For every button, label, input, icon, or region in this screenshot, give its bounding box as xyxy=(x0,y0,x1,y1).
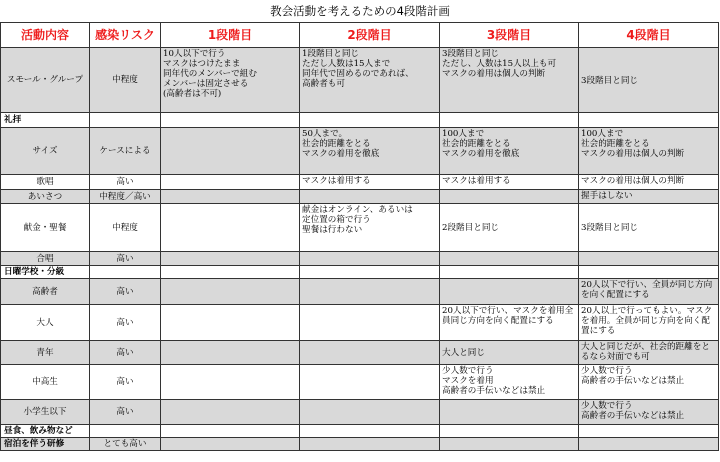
stage-4-cell: 少人数で行う 高齢者の手伝いなどは禁止 xyxy=(579,365,719,400)
stage-3-cell: 20人以下で行い、マスクを着用全員同じ方向を向く配置にする xyxy=(440,305,579,341)
activity-cell: 小学生以下 xyxy=(1,400,90,425)
stage-2-cell xyxy=(300,305,440,341)
header-activity: 活動内容 xyxy=(1,23,90,48)
empty-cell xyxy=(90,266,161,279)
table-row xyxy=(1,252,719,266)
empty-cell xyxy=(161,113,300,128)
stage-1-cell: 10人以下で行う マスクはつけたまま 同年代のメンバーで組む メンバーは固定させる (高齢者は不可) xyxy=(161,48,300,113)
stage-4-cell: 3段階目と同じ xyxy=(579,204,719,252)
empty-cell xyxy=(440,113,579,128)
stage-4-cell: 少人数で行う 高齢者の手伝いなどは禁止 xyxy=(579,400,719,425)
stage-1-cell xyxy=(161,252,300,266)
empty-cell xyxy=(90,113,161,128)
stage-1-cell xyxy=(161,279,300,305)
page-title: 教会活動を考えるための4段階計画 xyxy=(270,4,450,18)
table-row xyxy=(1,48,719,113)
activity-cell: 青年 xyxy=(1,341,90,365)
stage-2-cell xyxy=(300,365,440,400)
empty-cell xyxy=(161,425,300,438)
section-row xyxy=(1,266,719,279)
empty-cell xyxy=(300,266,440,279)
stage-3-cell: 大人と同じ xyxy=(440,341,579,365)
table-row xyxy=(1,128,719,175)
empty-cell xyxy=(300,113,440,128)
header-stage-1: 1段階目 xyxy=(161,23,300,48)
empty-cell xyxy=(579,266,719,279)
empty-cell xyxy=(300,438,440,451)
header-risk: 感染リスク xyxy=(90,23,161,48)
empty-cell xyxy=(440,266,579,279)
stage-3-cell: 2段階目と同じ xyxy=(440,204,579,252)
stage-2-cell: 50人まで。 社会的距離をとる マスクの着用を徹底 xyxy=(300,128,440,175)
activity-cell: 歌唱 xyxy=(1,175,90,190)
table-row xyxy=(1,400,719,425)
section-label: 日曜学校・分級 xyxy=(1,266,90,279)
table-row xyxy=(1,175,719,190)
risk-cell: 中程度 xyxy=(90,48,161,113)
activity-cell: 合唱 xyxy=(1,252,90,266)
stage-4-cell xyxy=(579,252,719,266)
table-row xyxy=(1,305,719,341)
stage-1-cell xyxy=(161,305,300,341)
empty-cell xyxy=(440,425,579,438)
stage-1-cell xyxy=(161,190,300,204)
stage-2-cell xyxy=(300,400,440,425)
stage-3-cell xyxy=(440,190,579,204)
risk-cell: 高い xyxy=(90,341,161,365)
empty-cell xyxy=(579,438,719,451)
stage-3-cell xyxy=(440,279,579,305)
section-label: 宿泊を伴う研修 xyxy=(1,438,90,451)
table-row xyxy=(1,341,719,365)
empty-cell xyxy=(579,425,719,438)
empty-cell xyxy=(161,266,300,279)
stage-2-cell: 献金はオンライン、あるいは 定位置の箱で行う 聖餐は行わない xyxy=(300,204,440,252)
stage-1-cell xyxy=(161,175,300,190)
header-stage-3: 3段階目 xyxy=(440,23,579,48)
activity-cell: 大人 xyxy=(1,305,90,341)
section-row xyxy=(1,425,719,438)
stage-3-cell: マスクは着用する xyxy=(440,175,579,190)
table-row xyxy=(1,204,719,252)
stage-3-cell: 少人数で行う マスクを着用 高齢者の手伝いなどは禁止 xyxy=(440,365,579,400)
risk-cell: 高い xyxy=(90,365,161,400)
risk-cell: 中程度／高い xyxy=(90,190,161,204)
risk-cell: 高い xyxy=(90,305,161,341)
stage-4-cell: 握手はしない xyxy=(579,190,719,204)
risk-cell: 高い xyxy=(90,252,161,266)
stage-1-cell xyxy=(161,400,300,425)
risk-cell: 高い xyxy=(90,279,161,305)
stage-4-cell: 20人以下で行い、全員が同じ方向を向く配置にする xyxy=(579,279,719,305)
table-row xyxy=(1,438,719,451)
stage-4-cell: 100人まで 社会的距離をとる マスクの着用は個人の判断 xyxy=(579,128,719,175)
activity-cell: 献金・聖餐 xyxy=(1,204,90,252)
stage-1-cell xyxy=(161,128,300,175)
stage-3-cell: 100人まで 社会的距離をとる マスクの着用を徹底 xyxy=(440,128,579,175)
stage-1-cell xyxy=(161,341,300,365)
section-label: 礼拝 xyxy=(1,113,90,128)
stage-1-cell xyxy=(161,204,300,252)
section-row xyxy=(1,113,719,128)
empty-cell xyxy=(440,438,579,451)
empty-cell xyxy=(161,438,300,451)
risk-cell: 中程度 xyxy=(90,204,161,252)
stage-3-cell: 3段階目と同じ ただし、人数は15人以上も可 マスクの着用は個人の判断 xyxy=(440,48,579,113)
table-row xyxy=(1,365,719,400)
activity-cell: スモール・グループ xyxy=(1,48,90,113)
table-row xyxy=(1,190,719,204)
stage-3-cell xyxy=(440,252,579,266)
risk-cell: ケースによる xyxy=(90,128,161,175)
activity-cell: サイズ xyxy=(1,128,90,175)
stage-4-cell: 3段階目と同じ xyxy=(579,48,719,113)
stage-2-cell: 1段階目と同じ ただし人数は15人まで 同年代で固めるのであれば、 高齢者も可 xyxy=(300,48,440,113)
header-stage-2: 2段階目 xyxy=(300,23,440,48)
header-row xyxy=(1,23,719,48)
stage-2-cell: マスクは着用する xyxy=(300,175,440,190)
stage-4-cell: 大人と同じだが、社会的距離をとるなら対面でも可 xyxy=(579,341,719,365)
plan-table xyxy=(0,22,719,451)
stage-3-cell xyxy=(440,400,579,425)
risk-cell: 高い xyxy=(90,175,161,190)
risk-cell: 高い xyxy=(90,400,161,425)
risk-cell xyxy=(90,425,161,438)
header-stage-4: 4段階目 xyxy=(579,23,719,48)
stage-2-cell xyxy=(300,252,440,266)
section-label: 昼食、飲み物など xyxy=(1,425,90,438)
empty-cell xyxy=(300,425,440,438)
stage-1-cell xyxy=(161,365,300,400)
stage-4-cell: マスクの着用は個人の判断 xyxy=(579,175,719,190)
activity-cell: 中高生 xyxy=(1,365,90,400)
activity-cell: 高齢者 xyxy=(1,279,90,305)
empty-cell xyxy=(579,113,719,128)
activity-cell: あいさつ xyxy=(1,190,90,204)
risk-cell: とても高い xyxy=(90,438,161,451)
stage-2-cell xyxy=(300,279,440,305)
stage-2-cell xyxy=(300,190,440,204)
stage-2-cell xyxy=(300,341,440,365)
stage-4-cell: 20人以上で行ってもよい。マスクを着用。全員が同じ方向を向く配置にする xyxy=(579,305,719,341)
table-row xyxy=(1,279,719,305)
